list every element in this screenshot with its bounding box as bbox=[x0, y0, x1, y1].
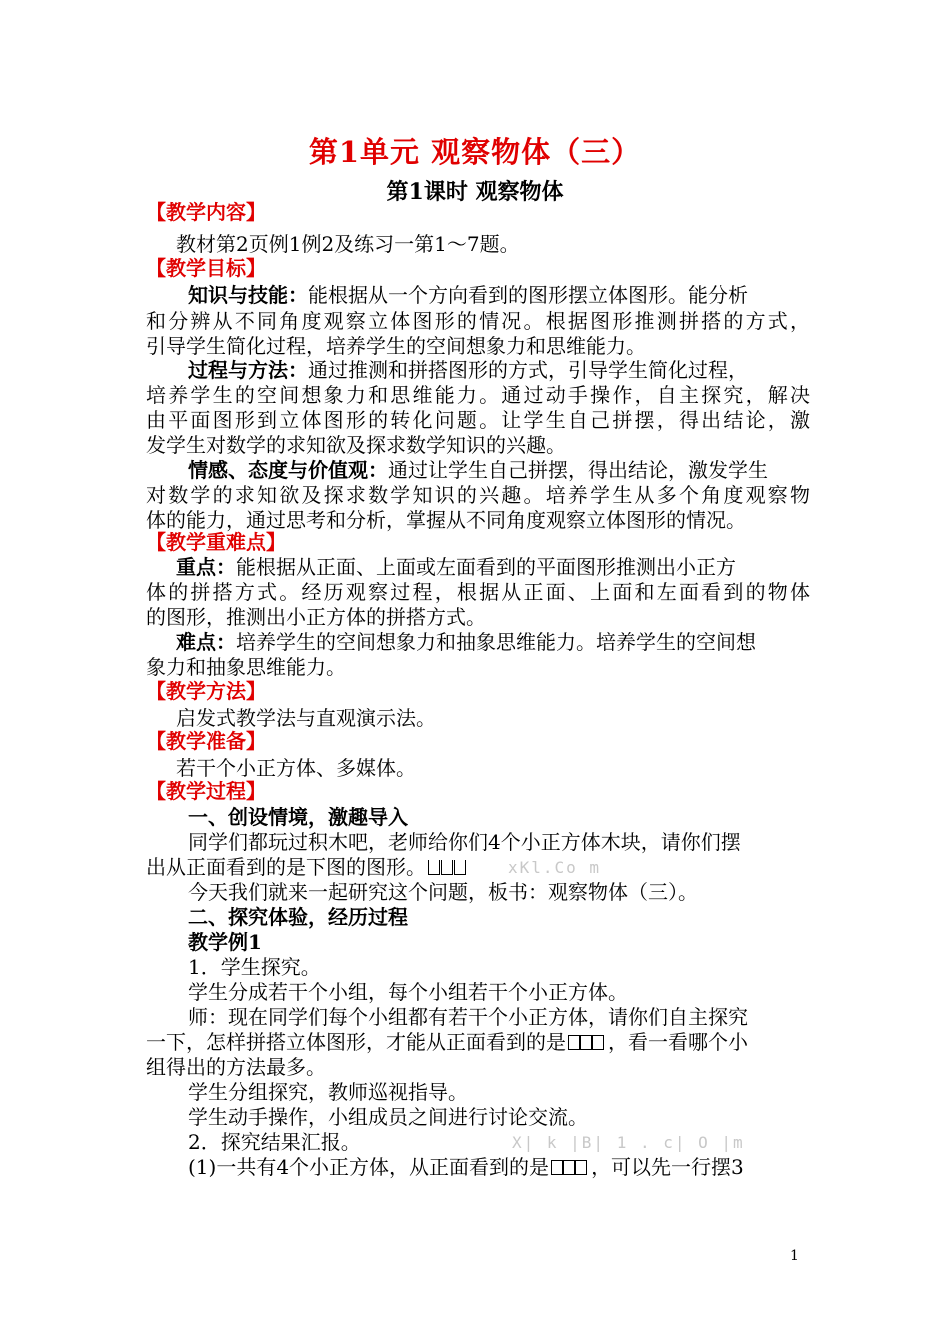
key-label: 重点： bbox=[176, 555, 236, 579]
ex-line9-text-b: ，可以先一行摆3 bbox=[591, 1155, 744, 1179]
ex-line1: 1．学生探究。 bbox=[188, 955, 321, 979]
step1-line2 bbox=[146, 855, 810, 880]
step1-line2-text: 出从正面看到的是下图的图形。 bbox=[146, 855, 426, 879]
section-heading-keypoints: 【教学重难点】 bbox=[146, 530, 286, 554]
goal3-text: 通过让学生自己拼摆，得出结论，激发学生 bbox=[388, 458, 768, 482]
goal1-line1 bbox=[188, 283, 810, 308]
lesson-subtitle: 第1课时 观察物体 bbox=[386, 179, 564, 205]
step1-title-text: 一、创设情境，激趣导入 bbox=[188, 805, 408, 829]
three-squares-figure bbox=[428, 860, 466, 876]
goal3-line2: 对数学的求知欲及探求数学知识的兴趣。培养学生从多个角度观察物 bbox=[146, 483, 810, 507]
goal1-line2: 和分辨从不同角度观察立体图形的情况。根据图形推测拼搭的方式， bbox=[146, 309, 810, 333]
goal3-label: 情感、态度与价值观： bbox=[188, 458, 388, 482]
key-line2: 体的拼搭方式。经历观察过程，根据从正面、上面和左面看到的物体 bbox=[146, 580, 810, 604]
step2-title-text: 二、探究体验，经历过程 bbox=[188, 905, 408, 929]
ex-line6: 学生分组探究，教师巡视指导。 bbox=[188, 1080, 468, 1104]
ex-line3: 师：现在同学们每个小组都有若干个小正方体，请你们自主探究 bbox=[188, 1005, 748, 1029]
ex-line9-text-a: (1)一共有4个小正方体，从正面看到的是 bbox=[188, 1155, 550, 1179]
method-text: 启发式教学法与直观演示法。 bbox=[176, 706, 436, 730]
key-line1 bbox=[176, 555, 810, 580]
ex-line4-text-b: ，看一看哪个小 bbox=[608, 1030, 748, 1054]
ex-line5: 组得出的方法最多。 bbox=[146, 1055, 326, 1079]
goal2-line4: 发学生对数学的求知欲及探求数学知识的兴趣。 bbox=[146, 433, 566, 457]
three-squares-figure bbox=[568, 1035, 606, 1051]
ex-line8: 2．探究结果汇报。 bbox=[188, 1130, 361, 1154]
example-title bbox=[188, 930, 810, 955]
goal2-line1 bbox=[188, 358, 810, 383]
diff-line1 bbox=[176, 630, 810, 655]
goal1-text: 能根据从一个方向看到的图形摆立体图形。能分析 bbox=[308, 283, 748, 307]
page-title: 第1单元 观察物体（三） bbox=[308, 135, 642, 169]
key-text: 能根据从正面、上面或左面看到的平面图形推测出小正方 bbox=[236, 555, 736, 579]
step1-title bbox=[188, 805, 810, 830]
three-squares-figure bbox=[551, 1160, 589, 1176]
section-heading-goals: 【教学目标】 bbox=[146, 256, 266, 280]
goal3-line1 bbox=[188, 458, 810, 483]
content-text: 教材第2页例1例2及练习一第1～7题。 bbox=[176, 232, 520, 256]
watermark-bottom: X| k |B| 1 . c| O |m bbox=[512, 1133, 745, 1152]
goal2-label: 过程与方法： bbox=[188, 358, 308, 382]
step2-title bbox=[188, 905, 810, 930]
page-number: 1 bbox=[790, 1248, 799, 1264]
watermark-top: xKl.Co m bbox=[508, 858, 602, 877]
diff-label: 难点： bbox=[176, 630, 236, 654]
goal2-line3: 由平面图形到立体图形的转化问题。让学生自己拼摆，得出结论，激 bbox=[146, 408, 810, 432]
ex-line2: 学生分成若干个小组，每个小组若干个小正方体。 bbox=[188, 980, 628, 1004]
section-heading-prep: 【教学准备】 bbox=[146, 729, 266, 753]
goal2-line2: 培养学生的空间想象力和思维能力。通过动手操作，自主探究，解决 bbox=[146, 383, 810, 407]
goal1-label: 知识与技能： bbox=[188, 283, 308, 307]
prep-text: 若干个小正方体、多媒体。 bbox=[176, 756, 416, 780]
step1-line1: 同学们都玩过积木吧，老师给你们4个小正方体木块，请你们摆 bbox=[188, 830, 741, 854]
goal1-line3: 引导学生简化过程，培养学生的空间想象力和思维能力。 bbox=[146, 334, 646, 358]
ex-line7: 学生动手操作，小组成员之间进行讨论交流。 bbox=[188, 1105, 588, 1129]
section-heading-method: 【教学方法】 bbox=[146, 679, 266, 703]
section-heading-process: 【教学过程】 bbox=[146, 779, 266, 803]
goal2-text: 通过推测和拼搭图形的方式，引导学生简化过程， bbox=[308, 358, 748, 382]
example-title-text: 教学例1 bbox=[188, 930, 262, 954]
diff-line2: 象力和抽象思维能力。 bbox=[146, 655, 346, 679]
step1-line3: 今天我们就来一起研究这个问题，板书：观察物体（三）。 bbox=[188, 880, 698, 904]
section-heading-content: 【教学内容】 bbox=[146, 200, 266, 224]
goal3-line3: 体的能力，通过思考和分析，掌握从不同角度观察立体图形的情况。 bbox=[146, 508, 746, 532]
ex-line4 bbox=[146, 1030, 810, 1055]
ex-line4-text-a: 一下，怎样拼搭立体图形，才能从正面看到的是 bbox=[146, 1030, 566, 1054]
key-line3: 的图形，推测出小正方体的拼搭方式。 bbox=[146, 605, 486, 629]
diff-text: 培养学生的空间想象力和抽象思维能力。培养学生的空间想 bbox=[236, 630, 756, 654]
ex-line9 bbox=[188, 1155, 810, 1180]
